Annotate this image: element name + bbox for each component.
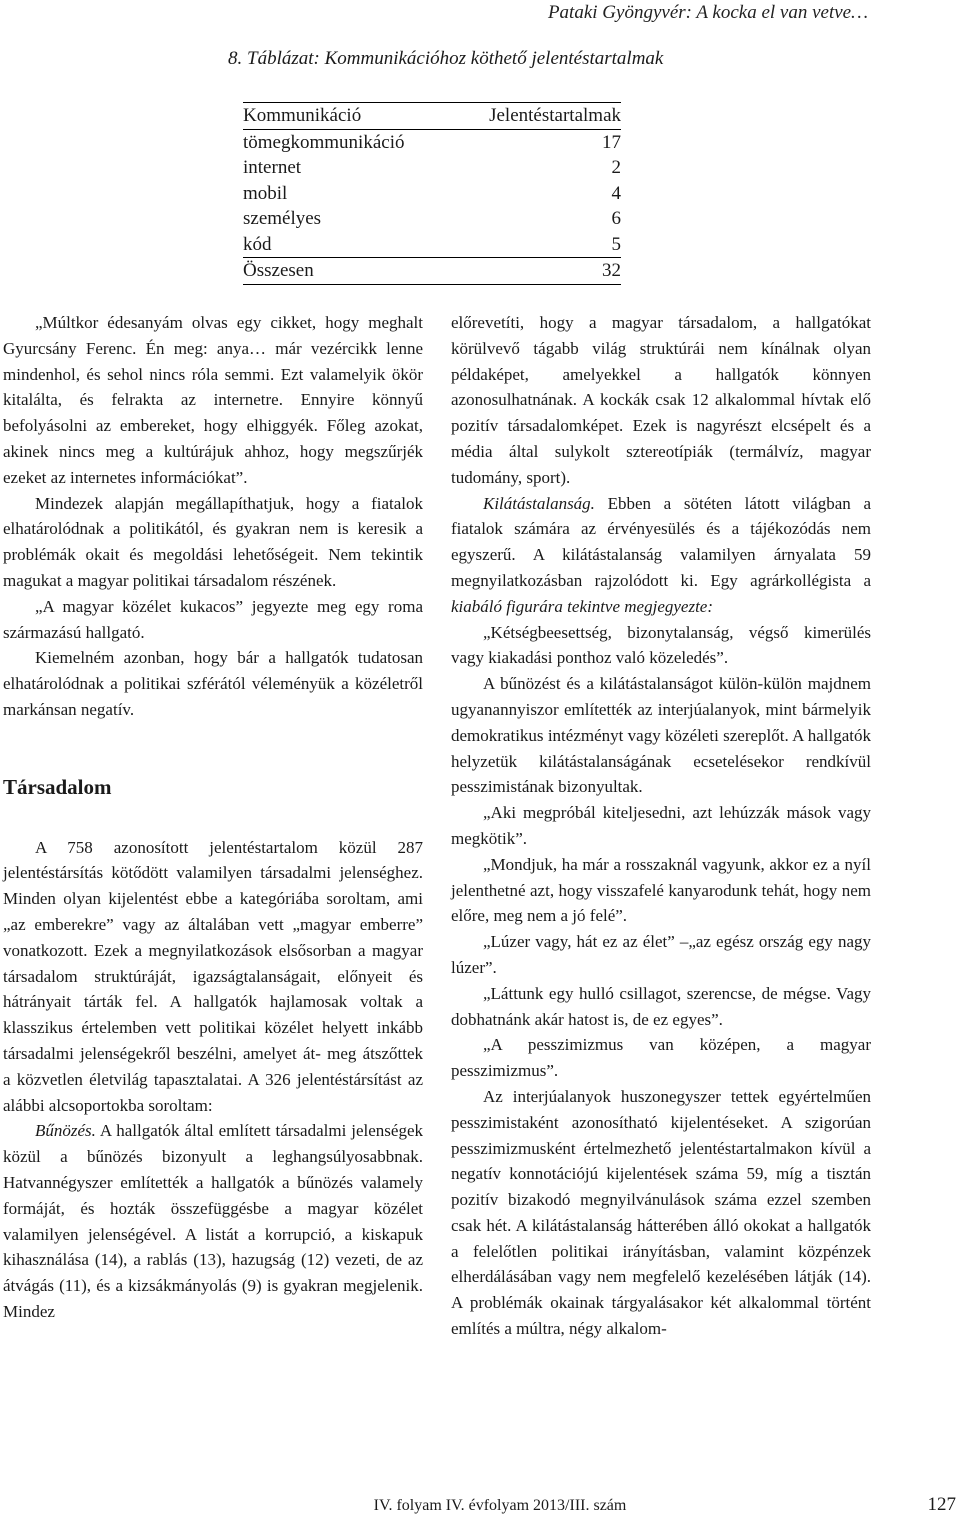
row-label: személyes — [243, 208, 322, 229]
table-row — [243, 206, 621, 232]
quote-paragraph: „Láttunk egy hulló csillagot, szerencse, de mégse. Vagy dobhatnánk akár hatost is, de ez egyes”. — [451, 983, 871, 1029]
subgroup-term: Bűnözés. — [35, 1121, 96, 1141]
body-paragraph: Mindezek alapján megállapíthatjuk, hogy a fiatalok elhatárolódnak a politikától, és gyakran nem is keresik a problémák okait és megoldási lehetőségeit. Nem tekintik magukat a magyar politikai társadalom részének. — [3, 493, 423, 590]
right-column — [451, 310, 871, 1342]
page-number: 127 — [927, 1494, 956, 1515]
italic-phrase: kiabáló figurára tekintve megjegyezte: — [451, 596, 713, 616]
paragraph-text: A hallgatók által említett társadalmi jelenségek közül a bűnözés bizonyult a leghangsúlyosabbnak. Hatvannégyszer említették a hallgatók a bűnözés valamely formáját, és hozták összefüggésbe a magyar közélet valamilyen jelenségével. A listát a korrupció, a kiskapuk kihasználása (14), a rablás (13), hazugság (12) vezeti, de az átvágás (11), és a kizsákmányolás (9) is gyakran megjelenik. Mindez — [3, 1121, 423, 1321]
quote-paragraph: „A pesszimizmus van középen, a magyar pesszimizmus”. — [451, 1035, 871, 1081]
total-label: Összesen — [243, 258, 451, 285]
quote-paragraph: „Kétségbeesettség, bizonytalanság, végső kimerülés vagy kiakadási ponthoz való közeledés”. — [451, 622, 871, 668]
body-paragraph: A 758 azonosított jelentéstartalom közül 287 jelentéstársítás kötődött valamilyen társadalmi jelenséghez. Minden olyan kijelentést ebbe a kategóriába soroltam, ami „az emberekre” vagy az általában vett „magyar emberre” vonatkozott. Ezek a megnyilatkozások elsősorban a magyar társadalom struktúráját, igazságtalanságait, előnyeit és hátrányait tárták fel. A hallgatók hajlamosak voltak a klasszikus értelemben vett politikai közélet helyett inkább társadalmi jelenségekről beszélni, amelyet át- meg átszőttek a közvetlen életvilág tapasztalatai. A 326 jelentéstársítást az alábbi alcsoportokba soroltam: — [3, 837, 423, 1115]
subgroup-term: Kilátástalanság. — [483, 493, 595, 513]
column-header-communication: Kommunikáció — [243, 103, 451, 130]
row-value: 2 — [611, 157, 621, 178]
body-paragraph — [451, 491, 871, 620]
body-paragraph: előrevetíti, hogy a magyar társadalom, a hallgatókat körülvevő tágabb világ struktúrái nem kínálnak olyan példaképet, amelyekkel a hallgatók könnyen azonosulhatnának. A kockák csak 12 alkalommal hívtak elő pozitív társadalomképet. Ezek is nagyrészt elcsépelt és a média által sulykolt sztereotípiák (termálvíz, magyar tudomány, sport). — [451, 313, 871, 487]
row-value: 4 — [611, 182, 621, 204]
paragraph-text: Ebben a sötéten látott világban a fiatalok számára az érvényesülés és a tájékozódás nem egyszerű. A kilátástalanság valamilyen árnyalata 59 megnyilatkozásban rajzolódott ki. Egy agrárkollégista a — [451, 493, 871, 590]
left-column — [3, 310, 423, 1325]
total-value: 32 — [451, 258, 621, 285]
body-paragraph — [3, 1118, 423, 1324]
table-row — [243, 155, 621, 181]
table-row — [243, 232, 621, 258]
column-header-meanings: Jelentéstartalmak — [451, 103, 621, 130]
quote-paragraph: „Aki megpróbál kiteljesedni, azt lehúzzák mások vagy megkötik”. — [451, 803, 871, 848]
quote-paragraph: „Múltkor édesanyám olvas egy cikket, hogy meghalt Gyurcsány Ferenc. Én meg: anya… már vezércikk lenne mindenhol, és sehol nincs róla semmi. Ezt valamelyik ökör kitalálta, és felrakta az internetre. Ennyire könnyű befolyásolni az embereket, hogy elhiggyék. Főleg azokat, akinek nincs meg a kultúrájuk ahhoz, hogy megszűrjék ezeket az internetes információkat”. — [3, 313, 423, 487]
section-heading: Társadalom — [3, 774, 112, 799]
footer-issue: IV. folyam IV. évfolyam 2013/III. szám — [373, 1497, 627, 1514]
table-header-row — [243, 103, 621, 130]
body-paragraph: Az interjúalanyok huszonegyszer tettek egyértelműen pesszimistaként azonosítható kijelentéseket. A szigorúan pesszimizmusként értelmezhető jelentéstartalmakon kívül a negatív konnotációjú kijelentések száma 59, míg a tisztán pozitív bizakodó megnyilvánulások száma ezzel szemben csak hét. A kilátástalanság hátterében álló okokat a hallgatók a felelőtlen politikai irányításban, valamint közpénzek elherdálásában vagy nem megfelelő kezelésében látják (14). A problémák okainak tárgyalásakor két alkalommal történt említés a múltra, négy alkalom- — [451, 1086, 871, 1339]
row-label: kód — [243, 233, 272, 255]
table-total-row — [243, 258, 621, 285]
row-value: 17 — [602, 131, 621, 153]
table-caption: 8. Táblázat: Kommunikációhoz köthető jelentéstartalmak — [228, 48, 664, 69]
table-row — [243, 129, 621, 155]
body-paragraph: A bűnözést és a kilátástalanságot külön-külön majdnem ugyanannyiszor említették az interjúalanyok, mint bármelyik demokratikus intézményt vagy közéleti szereplőt. A hallgatók helyzetük kilátástalanságának ecsetelésekor rendkívül pesszimistának bizonyultak. — [451, 674, 871, 797]
communication-table — [243, 102, 621, 285]
row-value: 6 — [611, 208, 621, 229]
row-label: tömegkommunikáció — [243, 131, 405, 153]
row-value: 5 — [611, 233, 621, 255]
quote-paragraph: „A magyar közélet kukacos” jegyezte meg egy roma származású hallgató. — [3, 596, 423, 642]
quote-paragraph: „Mondjuk, ha már a rosszaknál vagyunk, akkor ez a nyíl jelenthetné azt, hogy visszafelé kanyarodunk tehát, hogy nem előre, meg nem a jó felé”. — [451, 854, 871, 926]
quote-paragraph: „Lúzer vagy, hát ez az élet” –„az egész ország egy nagy lúzer”. — [451, 932, 871, 977]
body-paragraph: Kiemelném azonban, hogy bár a hallgatók tudatosan elhatárolódnak a politikai szférától véleményük a közéletről markánsan negatív. — [3, 648, 423, 719]
row-label: internet — [243, 157, 302, 178]
running-title: Pataki Gyöngyvér: A kocka el van vetve… — [547, 2, 868, 23]
table-row — [243, 181, 621, 207]
row-label: mobil — [243, 182, 288, 204]
